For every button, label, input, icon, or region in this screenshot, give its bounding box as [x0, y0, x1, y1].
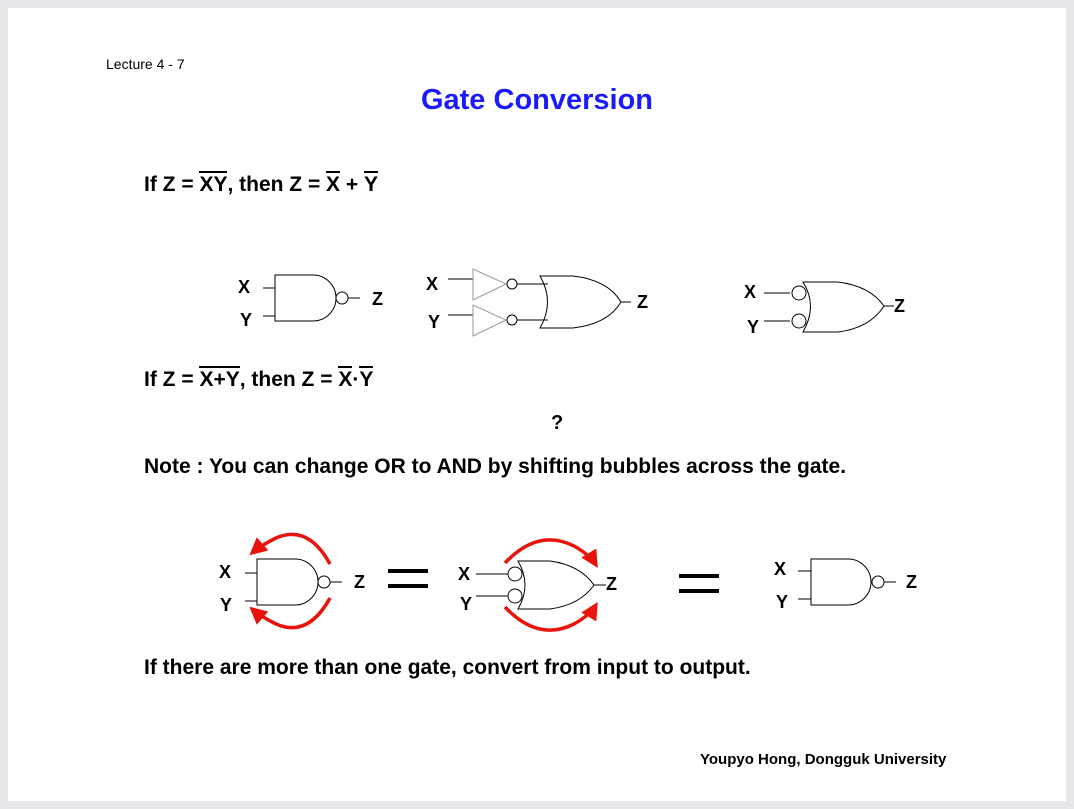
input-y-label: Y — [747, 317, 760, 337]
output-z-label: Z — [906, 572, 917, 592]
operator: · — [352, 368, 360, 391]
input-y-label: Y — [776, 592, 789, 612]
overlined-term: X — [326, 173, 341, 196]
input-x-label: X — [744, 282, 757, 302]
overlined-expression: X+Y — [199, 368, 240, 391]
slide — [8, 8, 1066, 801]
equals-sign — [679, 576, 719, 591]
statement-prefix: If Z = — [144, 173, 200, 196]
equals-sign — [388, 571, 428, 586]
slide-title: Gate Conversion — [420, 84, 654, 116]
overlined-term: Y — [364, 173, 379, 196]
input-x-label: X — [238, 277, 251, 297]
rule-text: If there are more than one gate, convert from input to output. — [144, 656, 751, 679]
bubbled-or-gate-1 — [764, 282, 894, 332]
nand-gate-2 — [245, 559, 342, 605]
input-y-label: Y — [460, 594, 473, 614]
input-y-label: Y — [240, 310, 253, 330]
output-z-label: Z — [637, 292, 648, 312]
input-y-label: Y — [220, 595, 233, 615]
input-x-label: X — [219, 562, 232, 582]
note-text: Note : You can change OR to AND by shifting bubbles across the gate. — [144, 455, 847, 478]
input-x-label: X — [426, 274, 439, 294]
output-z-label: Z — [354, 572, 365, 592]
input-y-label: Y — [428, 312, 441, 332]
output-z-label: Z — [894, 296, 905, 316]
question-mark: ? — [551, 412, 564, 434]
operator: + — [340, 173, 364, 196]
output-z-label: Z — [372, 289, 383, 309]
input-x-label: X — [774, 559, 787, 579]
statement-middle: , then Z = — [227, 173, 327, 196]
overlined-term: X — [338, 368, 353, 391]
statement-middle: , then Z = — [239, 368, 339, 391]
inverters-or-gate — [448, 269, 631, 336]
overlined-term: Y — [359, 368, 374, 391]
nand-gate-3 — [798, 559, 896, 605]
footer-author: Youpyo Hong, Dongguk University — [700, 751, 947, 768]
bubble-shift-arrow-down — [252, 598, 330, 628]
statement-prefix: If Z = — [144, 368, 200, 391]
diagram-canvas — [8, 8, 1066, 801]
nand-gate-1 — [263, 275, 360, 321]
output-z-label: Z — [606, 574, 617, 594]
bubbled-or-gate-2 — [476, 561, 606, 609]
lecture-number: Lecture 4 - 7 — [106, 56, 185, 72]
overlined-expression: XY — [199, 173, 228, 196]
bubble-shift-arrow-up — [252, 534, 330, 564]
input-x-label: X — [458, 564, 471, 584]
